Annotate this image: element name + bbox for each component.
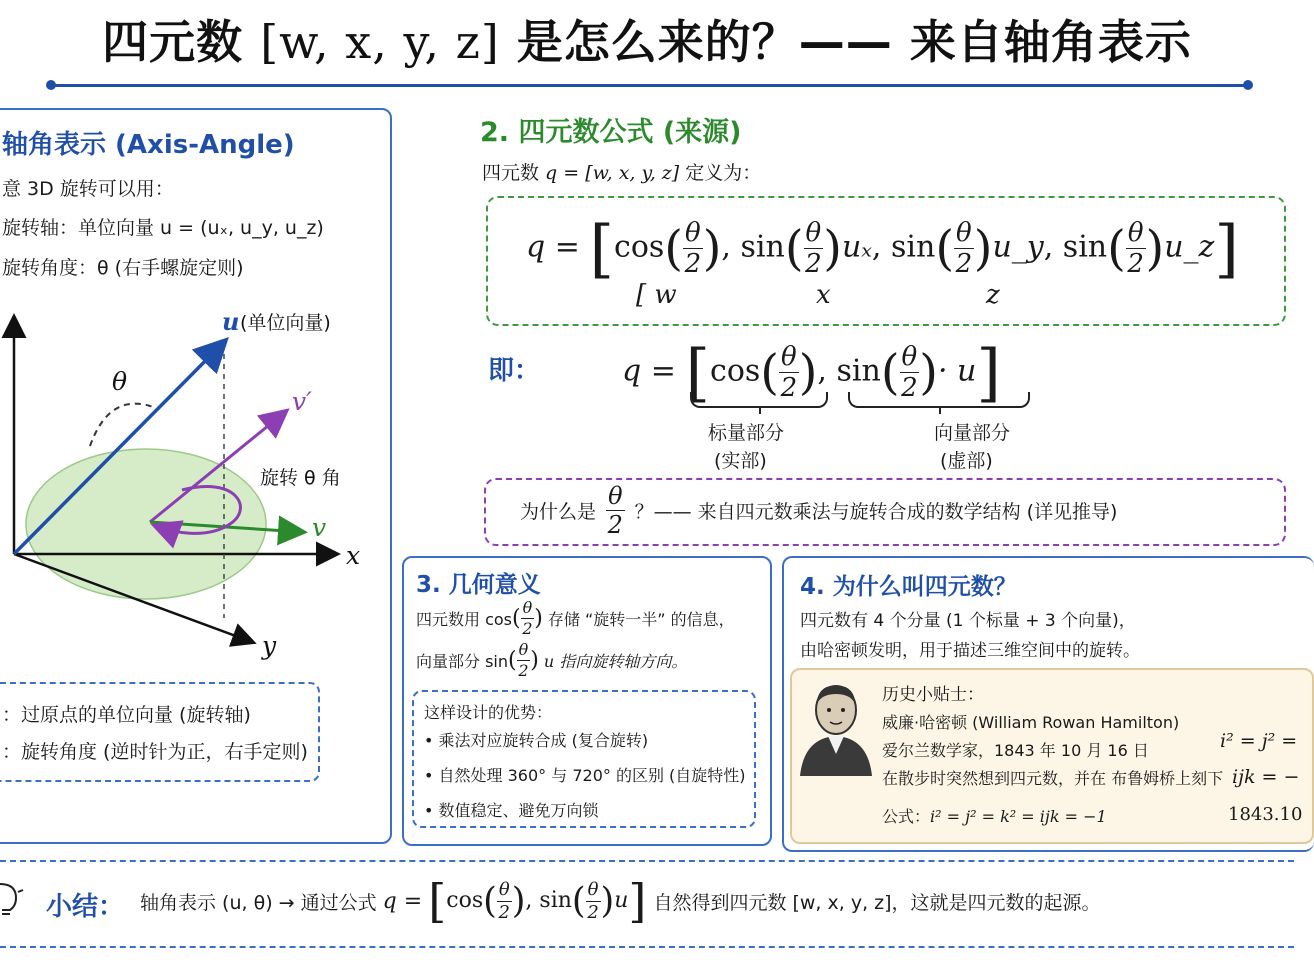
- axis-angle-line1: 意 3D 旋转可以用：: [2, 178, 174, 200]
- vector-brace: [848, 392, 1030, 408]
- v-prime-label: v′: [292, 387, 312, 416]
- scalar-part-sub: (实部): [714, 450, 767, 472]
- axis-angle-line3: 旋转角度：θ (右手螺旋定则): [2, 257, 244, 279]
- under-x: x: [816, 280, 831, 310]
- compact-formula: q = [cos( $\frac{\theta}{2}$ ), sin( $\frac{\theta}{2}$ )· u]: [622, 336, 1001, 409]
- axis-angle-legend: [0, 682, 320, 782]
- summary-label: 小结：: [46, 892, 125, 922]
- tip-story: 在散步时突然想到四元数，并在 布鲁姆桥上刻下: [882, 769, 1224, 788]
- theta-label: θ: [112, 367, 128, 396]
- scalar-brace: [690, 392, 828, 408]
- y-axis-label: y: [262, 631, 277, 660]
- tip-side-formula2: ijk = −: [1232, 766, 1300, 788]
- legend-line1: ：过原点的单位向量 (旋转轴): [2, 704, 251, 726]
- title-rule: [50, 84, 1248, 87]
- scalar-part-label: 标量部分: [708, 422, 785, 444]
- u-note: (单位向量): [240, 312, 331, 334]
- page-title: 四元数 [w, x, y, z] 是怎么来的？—— 来自轴角表示: [102, 15, 1192, 69]
- formula-def: 四元数 q = [w, x, y, z] 定义为：: [482, 162, 762, 184]
- advantages-title: 这样设计的优势：: [424, 703, 553, 722]
- v-label: v: [312, 513, 327, 542]
- tip-side-formula1: i² = j² =: [1220, 730, 1298, 752]
- geometry-line2: 向量部分 sin( $\frac{\theta}{2}$ ) u 指向旋转轴方向。: [416, 640, 688, 680]
- tip-side-date: 1843.10: [1228, 804, 1303, 825]
- summary-text: 轴角表示 (u, θ) → 通过公式 q = [cos( $\frac{\theta}{2}$ ), sin( $\frac{\theta}{2}$ )u] 自然得到四元数 [w, x, y, z]，这就是四元数的起源。: [140, 874, 1101, 928]
- geometry-line1: 四元数用 cos( $\frac{\theta}{2}$ ) 存储 “旋转一半” 的信息，: [416, 598, 735, 638]
- list-item: • 数值稳定、避免万向锁: [424, 801, 599, 820]
- list-item: • 自然处理 360° 与 720° 的区别 (自旋特性): [424, 766, 746, 785]
- rotation-label: 旋转 θ 角: [260, 467, 341, 489]
- axis-angle-diagram: [0, 300, 380, 670]
- vector-part-sub: (虚部): [940, 450, 993, 472]
- vector-part-label: 向量部分: [934, 422, 1011, 444]
- rule-dot-right: [1243, 80, 1253, 90]
- tip-date: 爱尔兰数学家，1843 年 10 月 16 日: [882, 741, 1149, 760]
- list-item: • 乘法对应旋转合成 (复合旋转): [424, 731, 649, 750]
- legend-line2: ：旋转角度 (逆时针为正，右手定则): [2, 741, 308, 763]
- x-axis-label: x: [346, 541, 361, 570]
- u-label: u: [222, 307, 240, 336]
- tip-name: 威廉·哈密顿 (William Rowan Hamilton): [882, 713, 1180, 732]
- main-formula: q = [cos( $\frac{\theta}{2}$ ), sin( $\frac{\theta}{2}$ )uₓ, sin( $\frac{\theta}{2}$ )u_y, sin( $\frac{\theta}{2}$ )u_z]: [526, 212, 1239, 285]
- summary-rule-bottom: [0, 946, 1294, 948]
- formula-heading: 2. 四元数公式 (来源): [480, 117, 742, 148]
- ie-label: 即：: [488, 356, 541, 386]
- lightbulb-icon: [0, 880, 24, 920]
- geometry-heading: 3. 几何意义: [416, 572, 541, 598]
- advantages-list: [424, 728, 746, 827]
- axis-angle-heading: 轴角表示 (Axis-Angle): [2, 130, 295, 160]
- why-half-text: 为什么是 $\frac{\theta}{2}$ ？—— 来自四元数乘法与旋转合成的数学结构 (详见推导): [520, 482, 1118, 539]
- why-quaternion-line1: 四元数有 4 个分量 (1 个标量 + 3 个向量)，: [800, 611, 1136, 631]
- hamilton-portrait-icon: [796, 680, 874, 776]
- axis-angle-line2: 旋转轴：单位向量 u = (uₓ, u_y, u_z): [2, 217, 324, 239]
- why-quaternion-line2: 由哈密顿发明，用于描述三维空间中的旋转。: [800, 641, 1140, 661]
- rule-dot-left: [46, 80, 56, 90]
- under-z: z: [986, 280, 1000, 310]
- tip-formula: 公式：i² = j² = k² = ijk = −1: [882, 807, 1107, 826]
- why-quaternion-heading: 4. 为什么叫四元数？: [800, 574, 1017, 600]
- theta-arc: [90, 404, 156, 446]
- tip-title: 历史小贴士：: [882, 685, 984, 705]
- summary-rule-top: [0, 860, 1294, 862]
- under-w: [ w: [636, 280, 677, 310]
